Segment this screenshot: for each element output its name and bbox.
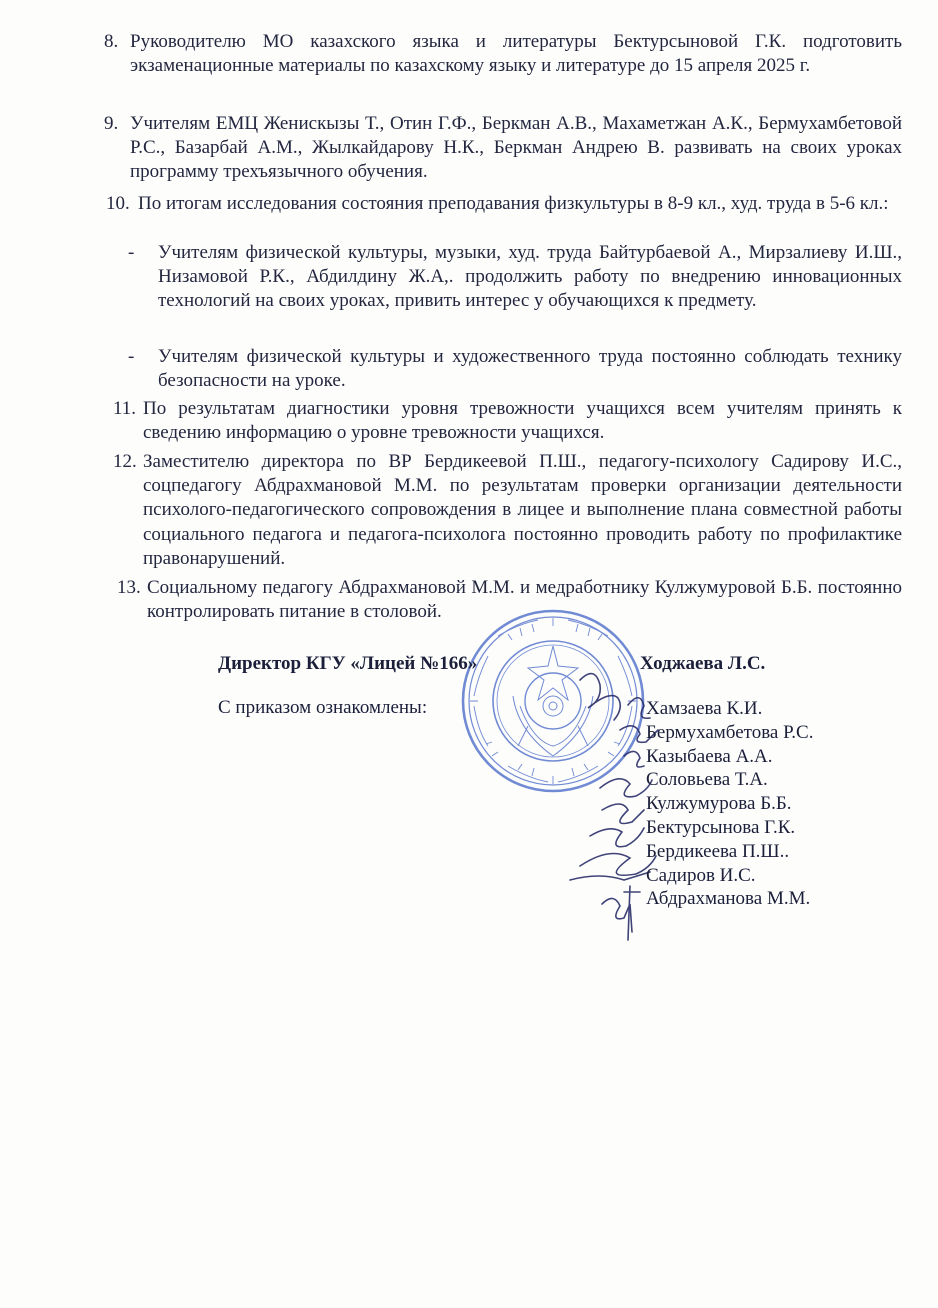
item-number: 13. <box>117 577 141 598</box>
item-text: Руководителю МО казахского языка и литературы Бектурсыновой Г.К. подготовить экзаменационные материалы по казахскому языку и литературе до 15 апреля 2025 г. <box>130 31 902 77</box>
acknowledged-names-list <box>646 697 813 911</box>
acknowledged-name: Казыбаева А.А. <box>646 745 773 767</box>
item-number: 9. <box>104 113 119 134</box>
director-title: Директор КГУ «Лицей №166» <box>218 653 478 674</box>
item-number: 10. <box>106 193 130 214</box>
item-text: По итогам исследования состояния преподавания физкультуры в 8-9 кл., худ. труда в 5-6 кл.: <box>138 193 889 214</box>
order-item-12 <box>113 450 902 571</box>
order-item-9 <box>104 112 902 185</box>
acknowledged-name: Бермухамбетова Р.С. <box>646 721 814 743</box>
acknowledged-label: С приказом ознакомлены: <box>218 697 428 718</box>
acknowledged-name: Бектурсынова Г.К. <box>646 816 796 838</box>
item-text: Социальному педагогу Абдрахмановой М.М. и медработнику Кулжумуровой Б.Б. постоянно контролировать питание в столовой. <box>147 577 902 623</box>
acknowledged-name: Садиров И.С. <box>646 864 756 886</box>
subitem-marker: - <box>128 346 135 367</box>
acknowledged-name: Соловьева Т.А. <box>646 769 768 791</box>
order-item-11 <box>113 397 902 445</box>
acknowledged-name: Бердикеева П.Ш.. <box>646 840 790 862</box>
item-number: 11. <box>113 398 137 419</box>
item-text: Заместителю директора по ВР Бердикеевой П.Ш., педагогу-психологу Садирову И.С., соцпедагогу Абдрахмановой М.М. по результатам проверки организации деятельности психолого-педагогического сопровождения в лицее и выполнение плана совместной работы социального педагога и педагога-психолога постоянно проводить работу по профилактике правонарушений. <box>143 451 902 569</box>
subitem <box>128 241 902 314</box>
subitem-text: Учителям физической культуры и художественного труда постоянно соблюдать технику безопасности на уроке. <box>158 346 902 392</box>
order-item-8 <box>104 30 902 78</box>
subitem <box>128 345 902 393</box>
subitem-marker: - <box>128 242 135 263</box>
acknowledged-name: Абдрахманова М.М. <box>646 888 811 910</box>
acknowledged-name: Хамзаева К.И. <box>646 698 763 719</box>
item-number: 8. <box>104 31 119 52</box>
order-item-10 <box>106 192 902 216</box>
item-text: Учителям ЕМЦ Женискызы Т., Отин Г.Ф., Беркман А.В., Махаметжан А.К., Бермухамбетовой Р.С., Базарбай А.М., Жылкайдарову Н.К., Беркман Андрею В. развивать на своих уроках программу трехъязычного обучения. <box>130 113 902 183</box>
item-number: 12. <box>113 451 137 472</box>
item-text: По результатам диагностики уровня тревожности учащихся всем учителям принять к сведению информацию о уровне тревожности учащихся. <box>143 398 902 444</box>
acknowledged-name: Кулжумурова Б.Б. <box>646 793 792 815</box>
subitem-text: Учителям физической культуры, музыки, худ. труда Байтурбаевой А., Мирзалиеву И.Ш., Низамовой Р.К., Абдилдину Ж.А,. продолжить работу по внедрению инновационных технологий на своих уроках, привить интерес у обучающихся к предмету. <box>158 242 902 312</box>
director-name: Ходжаева Л.С. <box>640 653 766 674</box>
